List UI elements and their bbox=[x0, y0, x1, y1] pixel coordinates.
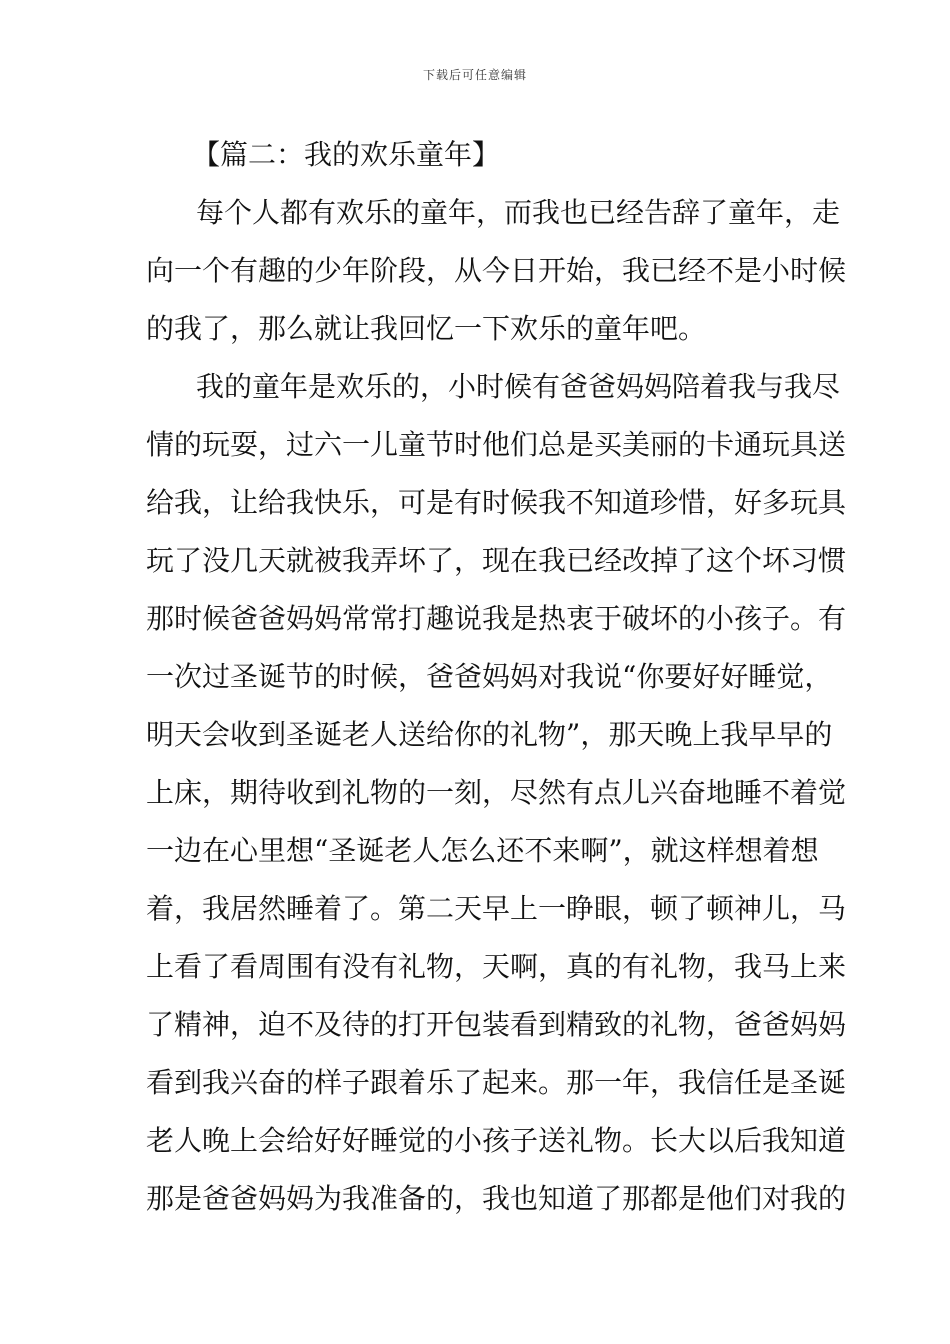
text-line: 着，我居然睡着了。第二天早上一睁眼，顿了顿神儿，马 bbox=[146, 892, 847, 925]
text-line: 那时候爸爸妈妈常常打趣说我是热衷于破坏的小孩子。有 bbox=[146, 602, 847, 635]
text-line: 玩了没几天就被我弄坏了，现在我已经改掉了这个坏习惯 bbox=[146, 544, 847, 577]
text-line: 情的玩耍，过六一儿童节时他们总是买美丽的卡通玩具送 bbox=[146, 428, 847, 461]
text-line: 上床，期待收到礼物的一刻，尽然有点儿兴奋地睡不着觉 bbox=[146, 776, 847, 809]
paragraph-2 bbox=[146, 358, 847, 1228]
text-line: 一边在心里想“圣诞老人怎么还不来啊”，就这样想着想 bbox=[146, 834, 819, 867]
section-title: 【篇二：我的欢乐童年】 bbox=[192, 138, 501, 171]
document-body bbox=[146, 126, 847, 1228]
text-line: 明天会收到圣诞老人送给你的礼物”，那天晚上我早早的 bbox=[146, 718, 833, 751]
text-line: 一次过圣诞节的时候，爸爸妈妈对我说“你要好好睡觉， bbox=[146, 660, 833, 693]
page-header-note: 下载后可任意编辑 bbox=[422, 68, 527, 82]
text-line: 上看了看周围有没有礼物，天啊，真的有礼物，我马上来 bbox=[146, 950, 847, 983]
text-line: 那是爸爸妈妈为我准备的，我也知道了那都是他们对我的 bbox=[146, 1182, 847, 1215]
paragraph-1 bbox=[146, 184, 847, 358]
text-line: 每个人都有欢乐的童年，而我也已经告辞了童年，走 bbox=[196, 196, 841, 229]
text-line: 给我，让给我快乐，可是有时候我不知道珍惜，好多玩具 bbox=[146, 486, 847, 519]
text-line: 向一个有趣的少年阶段，从今日开始，我已经不是小时候 bbox=[146, 254, 847, 287]
text-line: 的我了，那么就让我回忆一下欢乐的童年吧。 bbox=[146, 312, 707, 345]
text-line: 看到我兴奋的样子跟着乐了起来。那一年，我信任是圣诞 bbox=[146, 1066, 847, 1099]
text-line: 了精神，迫不及待的打开包装看到精致的礼物，爸爸妈妈 bbox=[146, 1008, 847, 1041]
text-line: 老人晚上会给好好睡觉的小孩子送礼物。长大以后我知道 bbox=[146, 1124, 847, 1157]
text-line: 我的童年是欢乐的，小时候有爸爸妈妈陪着我与我尽 bbox=[196, 370, 841, 403]
